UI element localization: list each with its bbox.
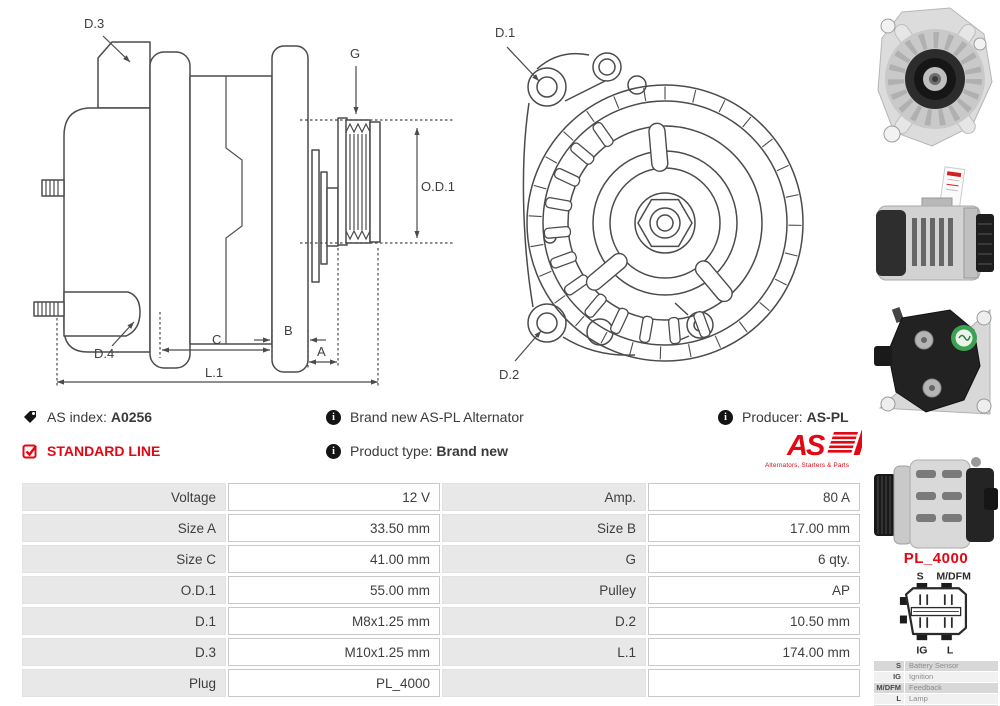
shaft	[327, 188, 338, 246]
info-icon: i	[718, 410, 733, 425]
dim-label-d1: D.1	[495, 25, 516, 40]
legend-pin: S	[874, 661, 904, 671]
legend-row	[874, 672, 998, 682]
dim-label-od1: O.D.1	[421, 179, 455, 194]
spec-value-cell: 41.00 mm	[228, 545, 440, 573]
plug-connector-diagram	[874, 568, 998, 656]
dim-label-d2: D.2	[499, 367, 520, 382]
spec-label-cell: Voltage	[22, 483, 226, 511]
brand-new-text: Brand new AS-PL Alternator	[350, 409, 524, 425]
spec-label-cell: Plug	[22, 669, 226, 697]
product-photo-front[interactable]	[872, 4, 998, 154]
spec-label-cell: Size B	[442, 514, 646, 542]
dim-label-d3: D.3	[84, 16, 105, 31]
stud-bolt-top	[42, 180, 64, 196]
mount-hole-d1	[537, 77, 557, 97]
product-type-text	[350, 443, 508, 459]
cooling-fins	[529, 87, 802, 360]
technical-drawing-front-view	[485, 5, 815, 405]
shaft-nut-hex	[638, 200, 692, 247]
mount-lug-bottom-left	[528, 304, 566, 342]
producer-text	[742, 409, 849, 425]
spec-value-cell: 33.50 mm	[228, 514, 440, 542]
producer-label: Producer:	[742, 409, 803, 425]
info-icon: i	[326, 444, 341, 459]
spec-value-cell: AP	[648, 576, 860, 604]
technical-drawing-side-view	[0, 0, 465, 400]
spec-label-cell: Size A	[22, 514, 226, 542]
table-row	[22, 514, 860, 542]
pin-label-l: L	[946, 644, 954, 656]
legend-pin: M/DFM	[874, 683, 904, 693]
as-index-label: AS index:	[47, 409, 107, 425]
pin-label-ig: IG	[916, 644, 928, 656]
washer-plate	[312, 150, 319, 282]
product-photo-rear[interactable]	[872, 296, 998, 431]
pin-label-mdfm: M/DFM	[936, 570, 971, 583]
bolt-boss	[64, 292, 140, 336]
mount-ear-top	[98, 42, 150, 108]
washer-plate	[321, 172, 327, 264]
legend-description: Ignition	[905, 672, 998, 682]
bracket-rib-rear	[150, 52, 190, 368]
brand-new-row	[326, 409, 524, 425]
table-row	[22, 483, 860, 511]
spec-label-cell	[442, 669, 646, 697]
spec-label-cell: Size C	[22, 545, 226, 573]
mount-lug-top-left	[528, 68, 566, 106]
dim-label-b: B	[284, 323, 293, 338]
product-type-value: Brand new	[436, 443, 508, 459]
legend-description: Lamp	[905, 694, 998, 704]
mount-lug-top-mid	[593, 53, 621, 81]
spec-value-cell: 10.50 mm	[648, 607, 860, 635]
spec-label-cell: O.D.1	[22, 576, 226, 604]
shaft-center	[657, 215, 673, 231]
as-pl-logo	[757, 429, 862, 471]
legend-row	[874, 683, 998, 693]
spec-value-cell: PL_4000	[228, 669, 440, 697]
specs-table	[22, 483, 860, 700]
dim-label-d4: D.4	[94, 346, 115, 361]
checkbox-check-icon	[22, 443, 38, 459]
spec-value-cell: 174.00 mm	[648, 638, 860, 666]
legend-pin: IG	[874, 672, 904, 682]
legend-description: Battery Sensor	[905, 661, 998, 671]
bracket-outline	[537, 54, 589, 69]
bracket-outline	[563, 337, 635, 355]
stator-body	[190, 76, 272, 344]
dim-label-l1: L.1	[205, 365, 224, 380]
as-index-value: A0256	[110, 409, 153, 425]
spec-label-cell: G	[442, 545, 646, 573]
dim-label-a: A	[317, 344, 326, 359]
plug-connector-panel	[874, 550, 998, 706]
product-photo-side-left[interactable]	[872, 436, 998, 551]
producer-value: AS-PL	[806, 409, 849, 425]
spec-value-cell: 17.00 mm	[648, 514, 860, 542]
small-hole	[628, 76, 646, 94]
standard-line-row	[22, 443, 160, 459]
logo-subtext: Alternators, Starters & Parts	[765, 462, 850, 469]
producer-row	[718, 409, 849, 425]
dim-label-c: C	[212, 332, 222, 347]
spec-label-cell: Amp.	[442, 483, 646, 511]
spec-value-cell	[648, 669, 860, 697]
as-index-row	[22, 409, 152, 425]
legend-pin: L	[874, 694, 904, 704]
pin-label-s: S	[916, 570, 924, 583]
spec-value-cell: 55.00 mm	[228, 576, 440, 604]
table-row	[22, 638, 860, 666]
dim-label-g: G	[350, 46, 361, 61]
table-row	[22, 607, 860, 635]
product-photo-side-right[interactable]	[872, 166, 998, 291]
spec-label-cell: D.1	[22, 607, 226, 635]
legend-row	[874, 661, 998, 671]
bracket-outline	[565, 81, 605, 101]
info-icon: i	[326, 410, 341, 425]
spec-value-cell: M8x1.25 mm	[228, 607, 440, 635]
plug-title: PL_4000	[903, 550, 969, 567]
logo-as-text: AS	[787, 430, 824, 462]
pin-legend-table	[874, 661, 998, 706]
spec-value-cell: M10x1.25 mm	[228, 638, 440, 666]
spec-label-cell: L.1	[442, 638, 646, 666]
standard-line-label: STANDARD LINE	[47, 443, 161, 459]
legend-description: Feedback	[905, 683, 998, 693]
spec-value-cell: 80 A	[648, 483, 860, 511]
legend-row	[874, 694, 998, 704]
spec-label-cell: D.2	[442, 607, 646, 635]
hub-circle	[635, 193, 695, 253]
pulley-flange-right	[370, 122, 380, 242]
spec-value-cell: 6 qty.	[648, 545, 860, 573]
shaft-circle	[650, 208, 680, 238]
spec-label-cell: Pulley	[442, 576, 646, 604]
table-row	[22, 545, 860, 573]
mount-hole-d2	[537, 313, 557, 333]
table-row	[22, 576, 860, 604]
product-type-label: Product type:	[350, 443, 433, 459]
table-row	[22, 669, 860, 697]
tag-icon	[22, 409, 38, 425]
product-type-row	[326, 443, 508, 459]
spec-value-cell: 12 V	[228, 483, 440, 511]
spec-label-cell: D.3	[22, 638, 226, 666]
as-index-text	[47, 409, 152, 425]
